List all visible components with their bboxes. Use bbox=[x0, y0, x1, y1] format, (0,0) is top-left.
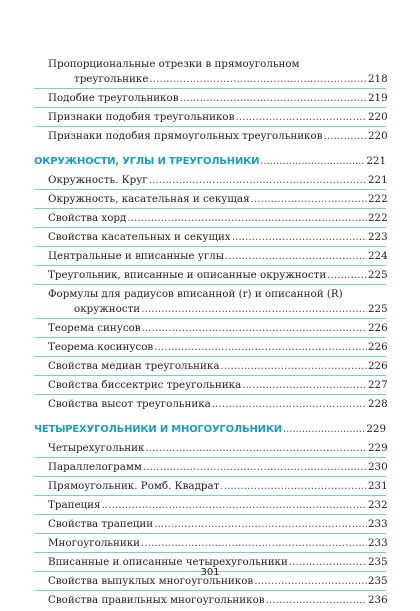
toc-entry[interactable] bbox=[34, 479, 386, 496]
entry-title: Параллелограмм bbox=[48, 461, 142, 473]
entry-title: Подобие треугольников bbox=[48, 92, 179, 104]
section-title: ОКРУЖНОСТИ, УГЛЫ И ТРЕУГОЛЬНИКИ bbox=[34, 156, 260, 167]
toc-entry[interactable] bbox=[34, 378, 386, 395]
dot-leader bbox=[154, 517, 367, 532]
toc-entry[interactable] bbox=[34, 321, 386, 338]
entry-page: 222 bbox=[368, 212, 388, 224]
toc-entry[interactable] bbox=[34, 173, 386, 190]
entry-page: 231 bbox=[368, 480, 388, 492]
entry-title: Теорема синусов bbox=[48, 322, 141, 334]
entry-title: Теорема косинусов bbox=[48, 341, 154, 353]
section-heading-circles[interactable] bbox=[34, 153, 386, 170]
section-page: 229 bbox=[366, 423, 386, 435]
toc-entry[interactable] bbox=[34, 517, 386, 534]
dot-leader bbox=[145, 441, 367, 456]
section-page: 221 bbox=[366, 155, 386, 167]
dot-leader bbox=[266, 593, 367, 608]
dot-leader bbox=[180, 91, 368, 106]
dot-leader bbox=[225, 249, 367, 264]
dot-leader bbox=[141, 536, 367, 551]
entry-title-line2: треугольнике bbox=[74, 73, 149, 85]
dot-leader bbox=[142, 321, 367, 336]
toc-entry[interactable] bbox=[34, 498, 386, 515]
entry-title: Свойства высот треугольника bbox=[48, 398, 211, 410]
entry-title: Свойства выпуклых многоугольников bbox=[48, 575, 254, 587]
dot-leader bbox=[235, 110, 367, 125]
toc-entry[interactable] bbox=[34, 129, 386, 145]
toc-entry[interactable] bbox=[34, 110, 386, 127]
dot-leader bbox=[212, 397, 367, 412]
table-of-contents bbox=[34, 57, 386, 611]
toc-entry[interactable] bbox=[34, 441, 386, 458]
entry-title: Четырехугольник bbox=[48, 442, 145, 454]
toc-entry[interactable] bbox=[34, 397, 386, 413]
toc-entry[interactable] bbox=[34, 211, 386, 228]
entry-title: Вписанные и описанные четырехугольники bbox=[48, 556, 288, 568]
entry-title: Признаки подобия треугольников bbox=[48, 111, 235, 123]
entry-title-line1: Пропорциональные отрезки в прямоугольном bbox=[48, 58, 300, 70]
dot-leader bbox=[283, 422, 365, 438]
section-title: ЧЕТЫРЕХУГОЛЬНИКИ И МНОГОУГОЛЬНИКИ bbox=[34, 424, 282, 435]
toc-entry[interactable] bbox=[34, 91, 386, 108]
entry-title: Многоугольники bbox=[48, 537, 141, 549]
toc-entry[interactable] bbox=[34, 287, 386, 319]
entry-title: Прямоугольник. Ромб. Квадрат bbox=[48, 480, 220, 492]
entry-page: 236 bbox=[368, 594, 388, 606]
section-entries-polygons bbox=[34, 441, 386, 609]
dot-leader bbox=[260, 154, 365, 170]
toc-entry[interactable] bbox=[34, 536, 386, 553]
entry-page: 220 bbox=[368, 111, 388, 123]
entry-page: 235 bbox=[368, 575, 388, 587]
entry-title: Окружность, касательная и секущая bbox=[48, 193, 250, 205]
entry-title: Свойства правильных многоугольников bbox=[48, 594, 265, 606]
entry-page: 226 bbox=[368, 322, 388, 334]
entry-page: 226 bbox=[368, 360, 388, 372]
dot-leader bbox=[127, 211, 367, 226]
dot-leader bbox=[251, 192, 367, 207]
entry-page: 235 bbox=[368, 556, 388, 568]
toc-entry[interactable] bbox=[34, 593, 386, 609]
entry-page: 233 bbox=[368, 537, 388, 549]
toc-entry[interactable] bbox=[34, 340, 386, 357]
toc-entry[interactable] bbox=[34, 230, 386, 247]
dot-leader bbox=[242, 378, 367, 393]
intro-entries bbox=[34, 57, 386, 145]
entry-page: 227 bbox=[368, 379, 388, 391]
entry-page: 218 bbox=[368, 73, 388, 85]
entry-page: 222 bbox=[368, 193, 388, 205]
dot-leader bbox=[324, 129, 368, 144]
toc-entry[interactable] bbox=[34, 57, 386, 89]
entry-page: 225 bbox=[368, 269, 388, 281]
entry-page: 223 bbox=[368, 231, 388, 243]
dot-leader bbox=[149, 72, 367, 87]
entry-page: 226 bbox=[368, 341, 388, 353]
entry-page: 220 bbox=[368, 130, 388, 142]
dot-leader bbox=[327, 268, 367, 283]
toc-entry[interactable] bbox=[34, 192, 386, 209]
dot-leader bbox=[154, 340, 367, 355]
entry-page: 230 bbox=[368, 461, 388, 473]
entry-title: Свойства хорд bbox=[48, 212, 127, 224]
page-number: 301 bbox=[200, 567, 220, 578]
toc-entry[interactable] bbox=[34, 460, 386, 477]
entry-title: Признаки подобия прямоугольных треугольников bbox=[48, 130, 323, 142]
entry-page: 232 bbox=[368, 499, 388, 511]
entry-page: 229 bbox=[368, 442, 388, 454]
toc-entry[interactable] bbox=[34, 249, 386, 266]
dot-leader bbox=[220, 479, 367, 494]
entry-title: Трапеция bbox=[48, 499, 101, 511]
entry-title: Центральные и вписанные углы bbox=[48, 250, 224, 262]
dot-leader bbox=[220, 359, 367, 374]
entry-title-line2: окружности bbox=[74, 303, 141, 315]
dot-leader bbox=[232, 230, 367, 245]
entry-title: Свойства касательных и секущих bbox=[48, 231, 231, 243]
entry-title: Окружность. Круг bbox=[48, 174, 148, 186]
dot-leader bbox=[141, 302, 367, 317]
section-entries-circles bbox=[34, 173, 386, 413]
entry-title: Свойства трапеции bbox=[48, 518, 154, 530]
dot-leader bbox=[149, 173, 367, 188]
entry-title: Свойства медиан треугольника bbox=[48, 360, 220, 372]
entry-title: Свойства биссектрис треугольника bbox=[48, 379, 242, 391]
entry-page: 225 bbox=[368, 303, 388, 315]
toc-entry[interactable] bbox=[34, 268, 386, 285]
entry-page: 221 bbox=[368, 174, 388, 186]
entry-title-line1: Формулы для радиусов вписанной (r) и описанной (R) bbox=[48, 288, 343, 300]
section-heading-polygons[interactable] bbox=[34, 421, 386, 438]
entry-title: Треугольник, вписанные и описанные окружности bbox=[48, 269, 327, 281]
dot-leader bbox=[102, 498, 367, 513]
toc-entry[interactable] bbox=[34, 359, 386, 376]
entry-page: 224 bbox=[368, 250, 388, 262]
dot-leader bbox=[143, 460, 367, 475]
entry-page: 233 bbox=[368, 518, 388, 530]
entry-page: 219 bbox=[368, 92, 388, 104]
entry-page: 228 bbox=[368, 398, 388, 410]
